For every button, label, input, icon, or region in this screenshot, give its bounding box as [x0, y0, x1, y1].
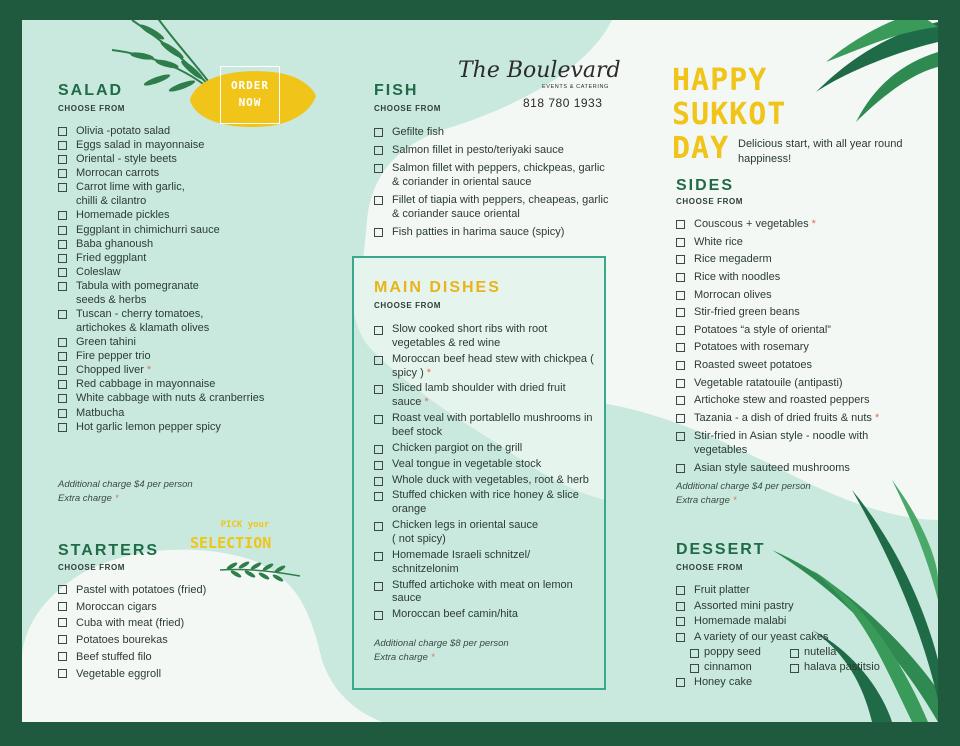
salad-note-line1: Additional charge $4 per person [58, 479, 193, 490]
salad-choose-from: CHOOSE FROM [58, 104, 126, 113]
salad-item[interactable]: Oriental - style beets [58, 152, 308, 166]
salad-item[interactable]: Hot garlic lemon pepper spicy [58, 420, 308, 434]
pick-your-label: PICK your [220, 520, 270, 530]
starters-item[interactable]: Pastel with potatoes (fried) [58, 582, 288, 599]
sides-item[interactable]: Asian style sauteed mushrooms [676, 461, 908, 476]
sides-item[interactable]: Rice with noodles [676, 270, 908, 285]
yeast-option-nutella[interactable]: nutella [790, 646, 836, 658]
starters-list [58, 582, 288, 682]
menu-sheet [22, 20, 938, 722]
salad-item[interactable]: White cabbage with nuts & cranberries [58, 391, 308, 405]
leaf-sprig-small [218, 560, 302, 582]
salad-note-line2: Extra charge * [58, 492, 119, 504]
starters-item[interactable]: Beef stuffed filo [58, 649, 288, 666]
order-now-badge[interactable] [220, 66, 280, 124]
main-dish-item[interactable]: Homemade Israeli schnitzel/ schnitzelonim [374, 549, 574, 577]
main-note-line1: Additional charge $8 per person [374, 638, 509, 649]
yeast-option-poppy[interactable]: poppy seed [690, 646, 761, 658]
sides-note-line2: Extra charge * [676, 494, 737, 506]
sides-list [676, 217, 908, 475]
main-dish-item[interactable]: Chicken legs in oriental sauce ( not spicy) [374, 519, 544, 547]
sides-item[interactable]: Artichoke stew and roasted peppers [676, 393, 908, 408]
fish-item[interactable]: Gefilte fish [374, 125, 614, 139]
starters-item[interactable]: Vegetable eggroll [58, 666, 288, 683]
dessert-item[interactable]: Homemade malabi [676, 614, 876, 630]
main-dish-item[interactable]: Veal tongue in vegetable stock [374, 458, 596, 472]
sides-item[interactable]: Vegetable ratatouile (antipasti) [676, 376, 908, 391]
heading-line3: DAY [672, 131, 730, 166]
starters-choose-from: CHOOSE FROM [58, 563, 126, 572]
salad-item[interactable]: Morrocan carrots [58, 166, 308, 180]
starters-title: STARTERS [58, 542, 160, 559]
sides-item[interactable]: Potatoes “a style of oriental” [676, 323, 908, 338]
sides-item[interactable]: Couscous + vegetables * [676, 217, 908, 232]
dessert-list [676, 583, 876, 645]
heading-line1: HAPPY [672, 63, 768, 98]
main-note-line2: Extra charge * [374, 651, 435, 663]
selection-label: SELECTION [190, 534, 272, 552]
tagline: Delicious start, with all year round happiness! [738, 138, 903, 166]
salad-item[interactable]: Fire pepper trio [58, 349, 308, 363]
salad-note [58, 478, 193, 506]
heading-line2: SUKKOT [672, 97, 787, 132]
main-dish-item[interactable]: Sliced lamb shoulder with dried fruit sauce * [374, 382, 596, 410]
dessert-choose-from: CHOOSE FROM [676, 563, 744, 572]
dessert-item[interactable]: A variety of our yeast cakes [676, 630, 876, 646]
order-now-line1: ORDER [230, 79, 270, 92]
salad-item[interactable]: Matbucha [58, 406, 308, 420]
main-dishes-title: MAIN DISHES [374, 279, 501, 296]
dessert-list-last [676, 675, 836, 689]
salad-item[interactable]: Eggs salad in mayonnaise [58, 138, 308, 152]
fish-choose-from: CHOOSE FROM [374, 104, 442, 113]
salad-item[interactable]: Carrot lime with garlic, chilli & cilantro [58, 180, 208, 208]
salad-item[interactable]: Olivia -potato salad [58, 124, 308, 138]
fish-title: FISH [374, 82, 419, 99]
sides-item[interactable]: Roasted sweet potatoes [676, 358, 908, 373]
sides-note-line1: Additional charge $4 per person [676, 481, 811, 492]
salad-title: SALAD [58, 82, 124, 99]
fish-list [374, 125, 614, 240]
salad-item[interactable]: Eggplant in chimichurri sauce [58, 223, 308, 237]
brand-logo: The Boulevard [458, 58, 621, 83]
sides-item[interactable]: White rice [676, 235, 908, 250]
dessert-item[interactable]: Assorted mini pastry [676, 599, 876, 615]
fish-item[interactable]: Salmon fillet with peppers, chickpeas, garlic & coriander in oriental sauce [374, 161, 614, 189]
main-dish-item[interactable]: Moroccan beef camin/hita [374, 608, 596, 622]
yeast-option-halava[interactable]: halava pastitsio [790, 661, 880, 673]
yeast-option-cinnamon[interactable]: cinnamon [690, 661, 752, 673]
phone-number[interactable]: 818 780 1933 [523, 96, 603, 110]
main-dish-item[interactable]: Whole duck with vegetables, root & herb [374, 474, 596, 488]
salad-item[interactable]: Homemade pickles [58, 208, 308, 222]
salad-item[interactable]: Coleslaw [58, 265, 308, 279]
main-choose-from: CHOOSE FROM [374, 301, 442, 310]
salad-list [58, 124, 308, 434]
sides-item[interactable]: Tazania - a dish of dried fruits & nuts * [676, 411, 908, 426]
sides-choose-from: CHOOSE FROM [676, 197, 744, 206]
fish-item[interactable]: Salmon fillet in pesto/teriyaki sauce [374, 143, 614, 157]
brand-subtitle: EVENTS & CATERING [542, 84, 609, 90]
main-dish-item[interactable]: Slow cooked short ribs with root vegetables & red wine [374, 323, 596, 351]
sides-note [676, 480, 811, 508]
main-dish-item[interactable]: Roast veal with portablello mushrooms in beef stock [374, 412, 596, 440]
yeast-cake-options [690, 646, 900, 674]
main-dish-item[interactable]: Chicken pargiot on the grill [374, 442, 596, 456]
salad-item[interactable]: Red cabbage in mayonnaise [58, 377, 308, 391]
dessert-item[interactable]: Fruit platter [676, 583, 876, 599]
sides-item[interactable]: Morrocan olives [676, 288, 908, 303]
order-now-line2: NOW [238, 96, 262, 109]
starters-item[interactable]: Potatoes bourekas [58, 632, 288, 649]
salad-item[interactable]: Tuscan - cherry tomatoes, artichokes & klamath olives [58, 307, 238, 335]
main-dishes-list [374, 323, 596, 622]
sides-item[interactable]: Rice megaderm [676, 252, 908, 267]
fish-item[interactable]: Fish patties in harima sauce (spicy) [374, 225, 614, 239]
starters-item[interactable]: Moroccan cigars [58, 599, 288, 616]
salad-item[interactable]: Fried eggplant [58, 251, 308, 265]
sides-title: SIDES [676, 177, 735, 194]
sides-item[interactable]: Potatoes with rosemary [676, 340, 908, 355]
main-dish-item[interactable]: Stuffed chicken with rice honey & slice orange [374, 489, 596, 517]
main-dish-item[interactable]: Moroccan beef head stew with chickpea ( spicy ) * [374, 353, 596, 381]
salad-item[interactable]: Tabula with pomegranate seeds & herbs [58, 279, 228, 307]
leaf-topright [796, 20, 938, 132]
starters-item[interactable]: Cuba with meat (fried) [58, 615, 288, 632]
sides-item[interactable]: Stir-fried in Asian style - noodle with vegetables [676, 429, 888, 458]
fish-item[interactable]: Fillet of tiapia with peppers, cheapeas, garlic & coriander sauce oriental [374, 193, 614, 221]
dessert-item[interactable]: Honey cake [676, 675, 836, 689]
extra-charge-star: * [146, 364, 152, 377]
main-dish-item[interactable]: Stuffed artichoke with meat on lemon sauce [374, 579, 574, 607]
salad-item[interactable]: Chopped liver * [58, 363, 308, 377]
sides-item[interactable]: Stir-fried green beans [676, 305, 908, 320]
salad-item[interactable]: Green tahini [58, 335, 308, 349]
main-note [374, 637, 509, 665]
dessert-title: DESSERT [676, 541, 766, 558]
salad-item[interactable]: Baba ghanoush [58, 237, 308, 251]
